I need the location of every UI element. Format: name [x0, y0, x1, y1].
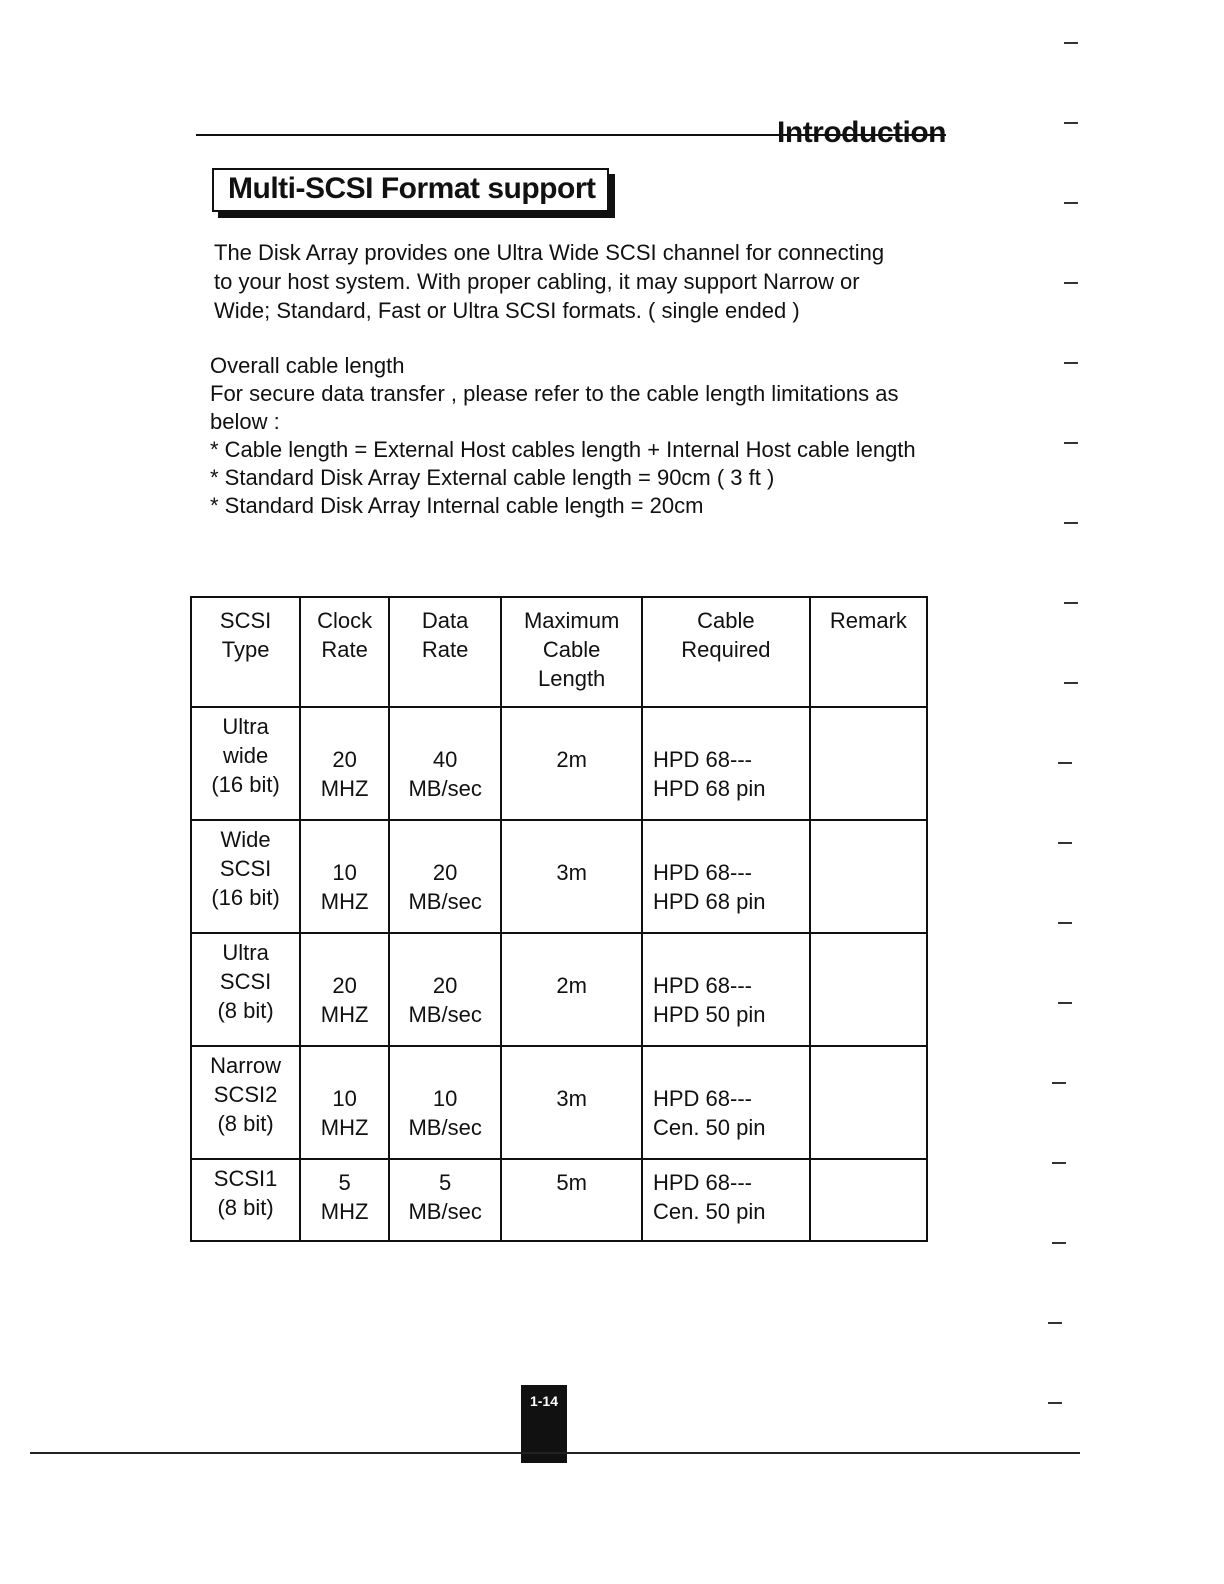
cell-max-length: 3m [501, 820, 642, 933]
cell-clock-rate: 5 MHZ [300, 1159, 389, 1241]
cell-cable-required: HPD 68--- HPD 50 pin [642, 933, 810, 1046]
margin-tick [1048, 1322, 1062, 1324]
intro-paragraph [214, 238, 934, 325]
intro-line: to your host system. With proper cabling, it may support Narrow or [214, 269, 860, 294]
margin-tick [1064, 442, 1078, 444]
cell-scsi-type: Ultra SCSI (8 bit) [191, 933, 300, 1046]
cell-data-rate: 40 MB/sec [389, 707, 501, 820]
cable-bullet: * Cable length = External Host cables length + Internal Host cable length [210, 437, 916, 462]
table-header-row [191, 597, 927, 707]
scsi-format-table [190, 596, 928, 1242]
margin-tick [1064, 122, 1078, 124]
col-header-max-cable-length: Maximum Cable Length [501, 597, 642, 707]
margin-tick [1064, 282, 1078, 284]
cell-remark [810, 1046, 927, 1159]
margin-tick [1058, 1002, 1072, 1004]
cell-scsi-type: Ultra wide (16 bit) [191, 707, 300, 820]
cell-max-length: 2m [501, 707, 642, 820]
cable-lead: For secure data transfer , please refer to the cable length limitations as below : [210, 381, 899, 434]
margin-tick [1064, 202, 1078, 204]
cell-scsi-type: Narrow SCSI2 (8 bit) [191, 1046, 300, 1159]
col-header-cable-required: Cable Required [642, 597, 810, 707]
cell-data-rate: 20 MB/sec [389, 933, 501, 1046]
table-row [191, 1159, 927, 1241]
cell-cable-required: HPD 68--- Cen. 50 pin [642, 1159, 810, 1241]
cell-max-length: 2m [501, 933, 642, 1046]
cable-length-section [210, 352, 940, 520]
cell-remark [810, 820, 927, 933]
margin-tick [1064, 362, 1078, 364]
cell-cable-required: HPD 68--- HPD 68 pin [642, 707, 810, 820]
cell-data-rate: 10 MB/sec [389, 1046, 501, 1159]
cell-max-length: 5m [501, 1159, 642, 1241]
cable-heading: Overall cable length [210, 353, 405, 378]
col-header-data-rate: Data Rate [389, 597, 501, 707]
cell-remark [810, 707, 927, 820]
cell-clock-rate: 20 MHZ [300, 707, 389, 820]
page-number-tab: 1-14 [521, 1385, 567, 1463]
cell-cable-required: HPD 68--- HPD 68 pin [642, 820, 810, 933]
cell-scsi-type: SCSI1 (8 bit) [191, 1159, 300, 1241]
margin-tick [1052, 1242, 1066, 1244]
margin-tick [1064, 522, 1078, 524]
table-row [191, 820, 927, 933]
margin-tick [1058, 842, 1072, 844]
cable-bullet: * Standard Disk Array Internal cable length = 20cm [210, 493, 704, 518]
col-header-scsi-type: SCSI Type [191, 597, 300, 707]
cell-max-length: 3m [501, 1046, 642, 1159]
cell-remark [810, 933, 927, 1046]
cell-scsi-type: Wide SCSI (16 bit) [191, 820, 300, 933]
table-row [191, 707, 927, 820]
margin-tick [1064, 602, 1078, 604]
margin-tick [1058, 762, 1072, 764]
footer-rule [30, 1452, 1080, 1454]
cell-data-rate: 5 MB/sec [389, 1159, 501, 1241]
margin-tick [1052, 1162, 1066, 1164]
cell-clock-rate: 20 MHZ [300, 933, 389, 1046]
table-row [191, 933, 927, 1046]
table-row [191, 1046, 927, 1159]
col-header-remark: Remark [810, 597, 927, 707]
cell-clock-rate: 10 MHZ [300, 820, 389, 933]
col-header-clock-rate: Clock Rate [300, 597, 389, 707]
margin-tick [1058, 922, 1072, 924]
page-header-title: Introduction [777, 116, 946, 149]
margin-tick [1064, 42, 1078, 44]
cell-remark [810, 1159, 927, 1241]
margin-tick [1064, 682, 1078, 684]
cell-clock-rate: 10 MHZ [300, 1046, 389, 1159]
cell-data-rate: 20 MB/sec [389, 820, 501, 933]
intro-line: Wide; Standard, Fast or Ultra SCSI formats. ( single ended ) [214, 298, 800, 323]
intro-line: The Disk Array provides one Ultra Wide SCSI channel for connecting [214, 240, 885, 265]
margin-tick [1048, 1402, 1062, 1404]
cell-cable-required: HPD 68--- Cen. 50 pin [642, 1046, 810, 1159]
cable-bullet: * Standard Disk Array External cable length = 90cm ( 3 ft ) [210, 465, 775, 490]
section-title: Multi-SCSI Format support [212, 168, 609, 212]
margin-tick [1052, 1082, 1066, 1084]
